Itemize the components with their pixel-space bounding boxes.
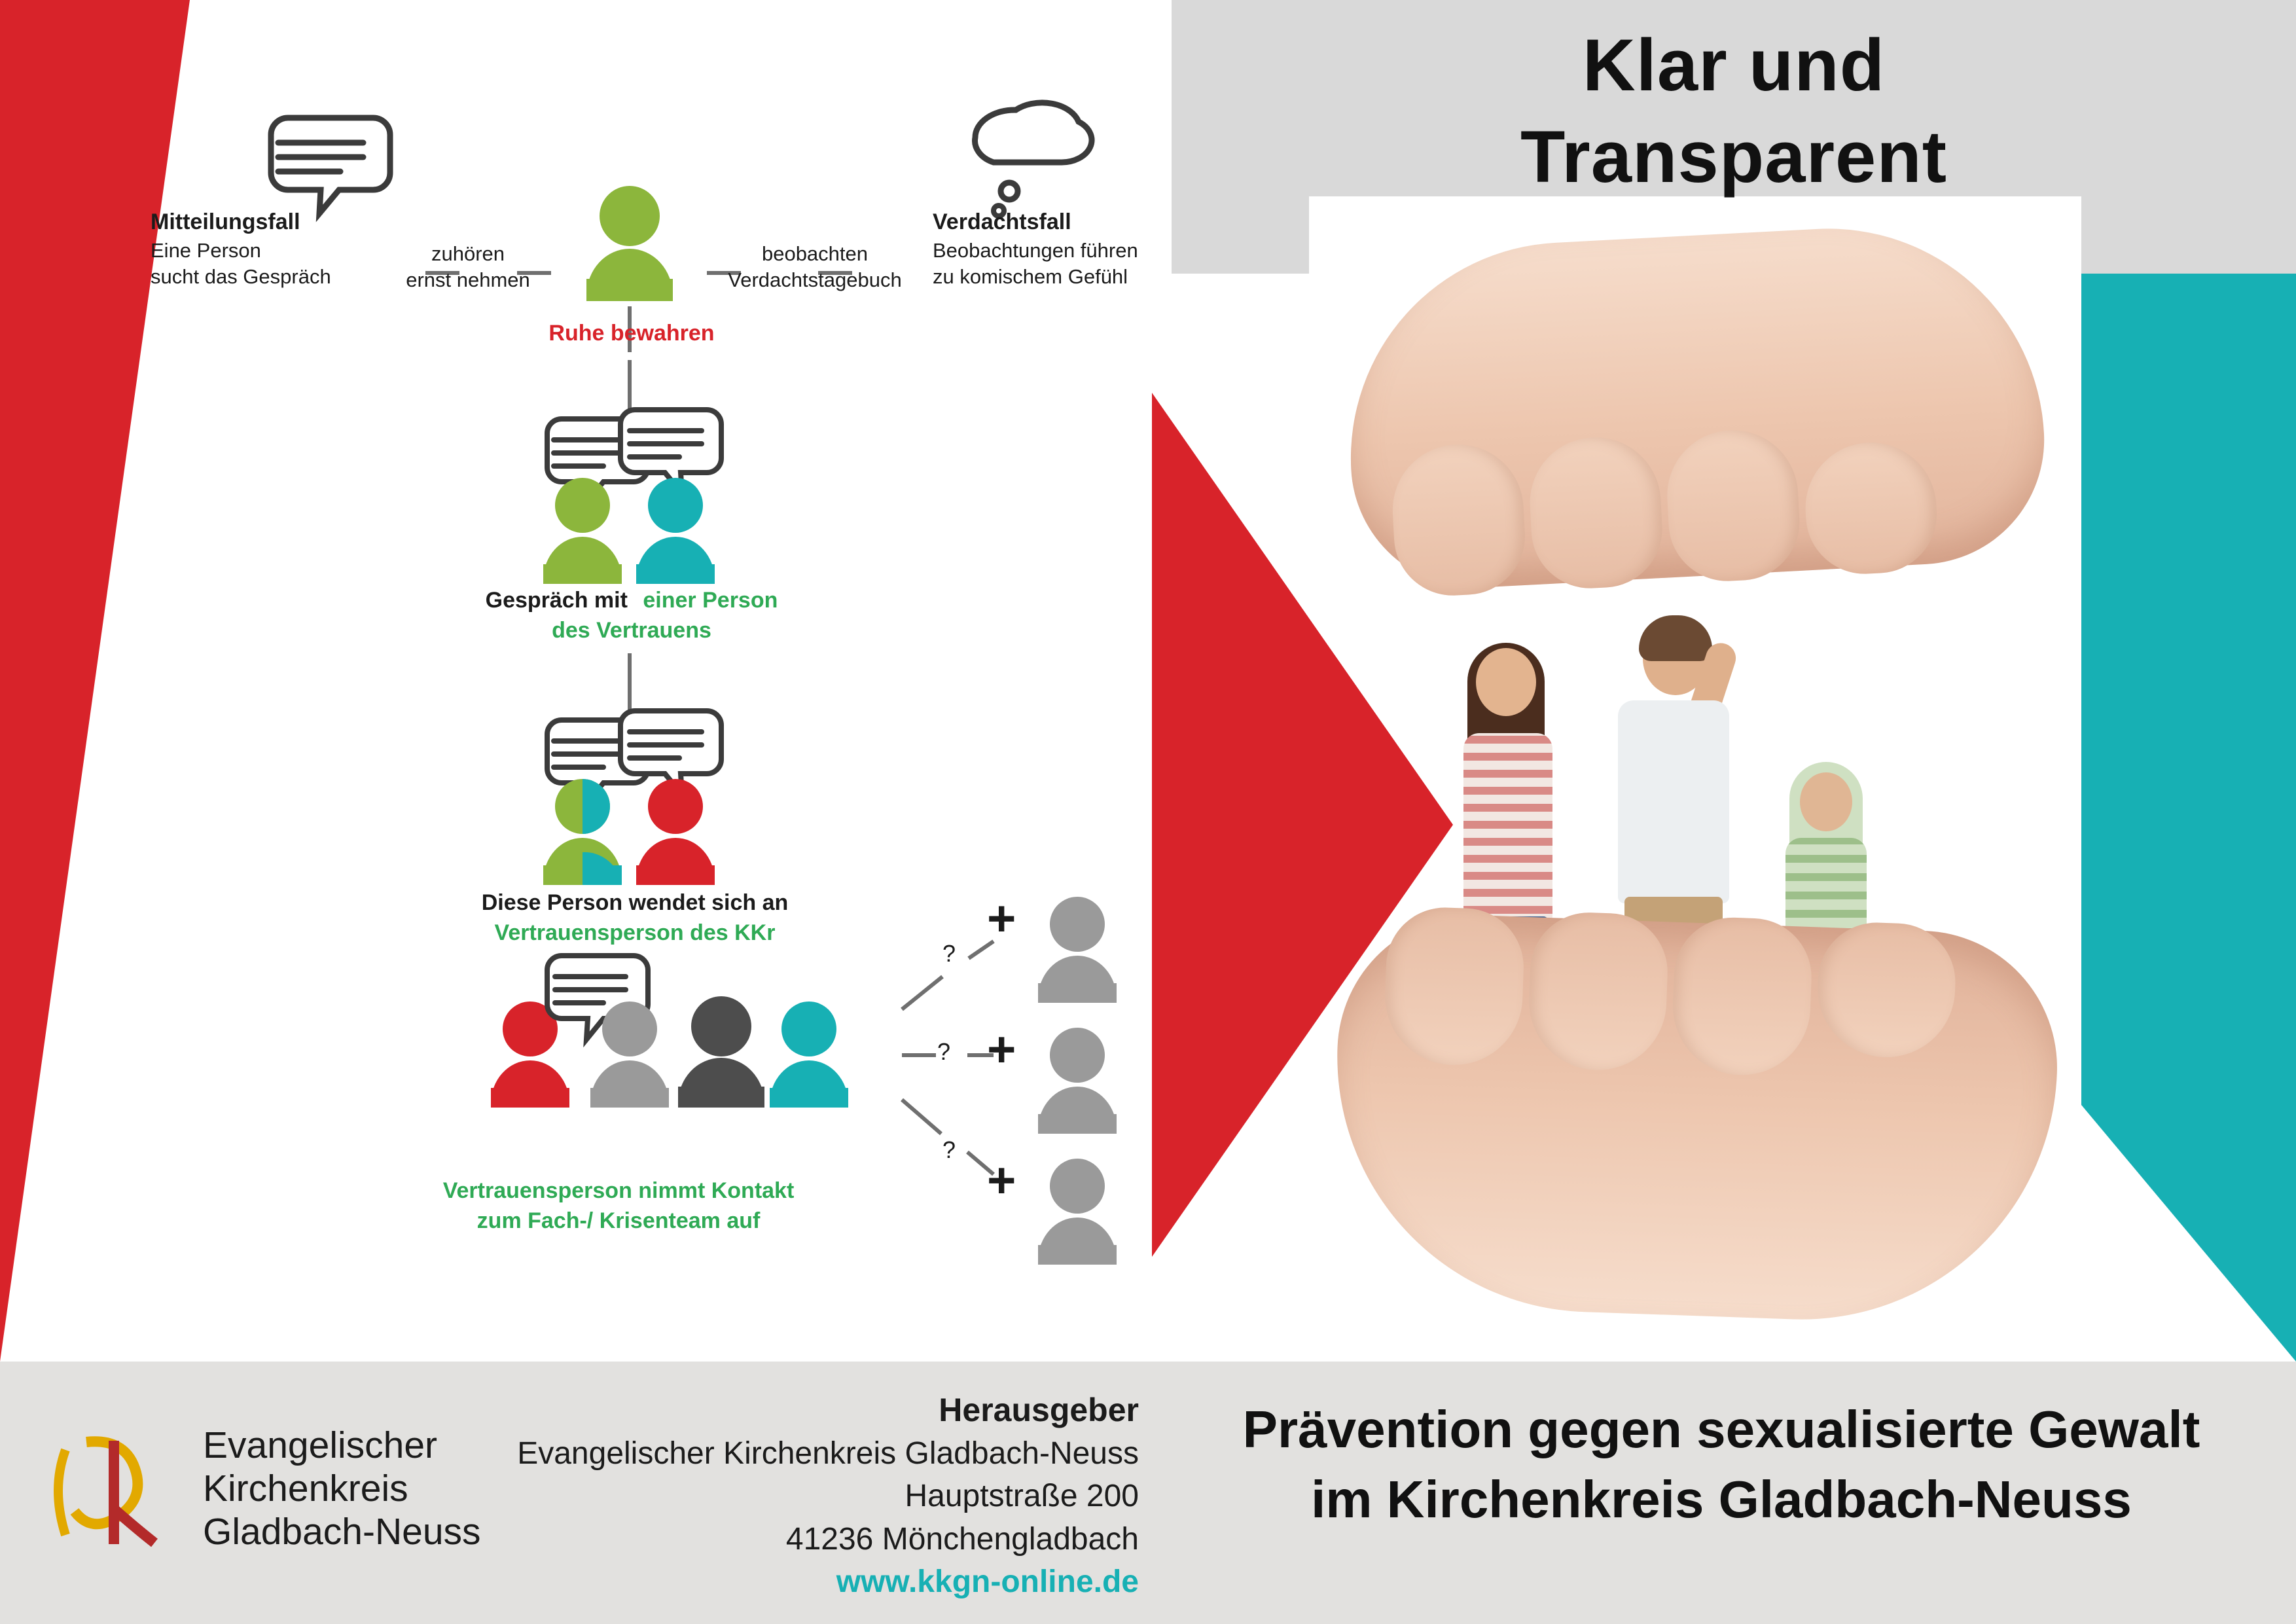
- connector-dash: [902, 977, 942, 1009]
- man-hair: [1639, 615, 1712, 661]
- process-diagram: [151, 39, 1158, 1322]
- case-right-line2: zu komischem Gefühl: [933, 265, 1128, 288]
- woman-head: [1476, 648, 1536, 716]
- campaign-claim-line2: im Kirchenkreis Gladbach-Neuss: [1311, 1470, 2132, 1529]
- branch-plus-1: +: [987, 891, 1016, 947]
- action-left-line1: zuhören: [431, 242, 505, 265]
- connector-line: [628, 360, 632, 412]
- logo-text: [203, 1424, 511, 1553]
- campaign-claim-line1: Prävention gegen sexualisierte Gewalt: [1242, 1400, 2200, 1458]
- logo-text-line1: Evangelischer: [203, 1424, 438, 1466]
- publisher-name: Evangelischer Kirchenkreis Gladbach-Neuss: [517, 1436, 1139, 1471]
- branch-plus-2: +: [987, 1022, 1016, 1077]
- step-refer-line2: Vertrauensperson des KKr: [494, 920, 776, 945]
- step-talk-line2: des Vertrauens: [552, 618, 711, 643]
- logo-mark-icon: [46, 1430, 196, 1555]
- connector-dash: [902, 1100, 941, 1134]
- publisher-heading: Herausgeber: [939, 1392, 1139, 1428]
- campaign-claim: [1158, 1394, 2284, 1534]
- child-head: [1800, 772, 1852, 831]
- case-left-line1: Eine Person: [151, 239, 261, 262]
- hands-protecting-family-photo: [1309, 196, 2081, 1348]
- logo-text-line2: Kirchenkreis: [203, 1468, 408, 1510]
- case-left-line2: sucht das Gespräch: [151, 265, 331, 288]
- person-icon-pair-green-teal: [543, 478, 715, 584]
- step-talk-line1-green: einer Person: [643, 588, 778, 613]
- step-team-line1: Vertrauensperson nimmt Kontakt: [442, 1178, 795, 1203]
- publisher-block: [497, 1388, 1139, 1603]
- person-icon-branch-3: [1038, 1159, 1117, 1265]
- poster-title: [1172, 20, 2296, 203]
- publisher-city: 41236 Mönchengladbach: [785, 1521, 1139, 1557]
- church-logo: [46, 1424, 504, 1564]
- case-left-title: Mitteilungsfall: [151, 209, 300, 234]
- action-right-line1: beobachten: [761, 242, 869, 265]
- person-icon-branch-2: [1038, 1028, 1117, 1134]
- branch-question-1: ?: [942, 940, 956, 967]
- branch-plus-3: +: [987, 1153, 1016, 1208]
- step-refer-line1: Diese Person wendet sich an: [481, 890, 789, 915]
- title-line-2: Transparent: [1520, 116, 1948, 198]
- person-icon-branch-1: [1038, 897, 1117, 1003]
- person-icon-green-top: [586, 186, 673, 301]
- case-right-title: Verdachtsfall: [933, 209, 1071, 234]
- publisher-website-link[interactable]: www.kkgn-online.de: [836, 1564, 1139, 1599]
- logo-text-line3: Gladbach-Neuss: [203, 1511, 481, 1553]
- man-torso: [1618, 700, 1729, 903]
- woman-torso: [1463, 733, 1552, 923]
- speech-bubble-icon-left: [271, 118, 390, 213]
- step-team-line2: zum Fach-/ Krisenteam auf: [476, 1208, 761, 1233]
- title-line-1: Klar und: [1582, 24, 1886, 106]
- case-right-line1: Beobachtungen führen: [933, 239, 1138, 262]
- action-left-line2: ernst nehmen: [406, 268, 530, 291]
- step-talk-line1: [425, 588, 838, 613]
- thought-bubble-icon-right: [975, 103, 1092, 216]
- step-talk-line1-plain: Gespräch mit: [485, 588, 628, 613]
- step-calm-label: Ruhe bewahren: [548, 321, 715, 346]
- branch-question-3: ?: [942, 1136, 956, 1163]
- branch-question-2: ?: [937, 1038, 951, 1065]
- publisher-street: Hauptstraße 200: [905, 1479, 1139, 1514]
- person-icon-team-group: [590, 996, 848, 1108]
- action-right-line2: Verdachtstagebuch: [728, 268, 902, 291]
- person-icon-pair-split-red: [543, 779, 715, 885]
